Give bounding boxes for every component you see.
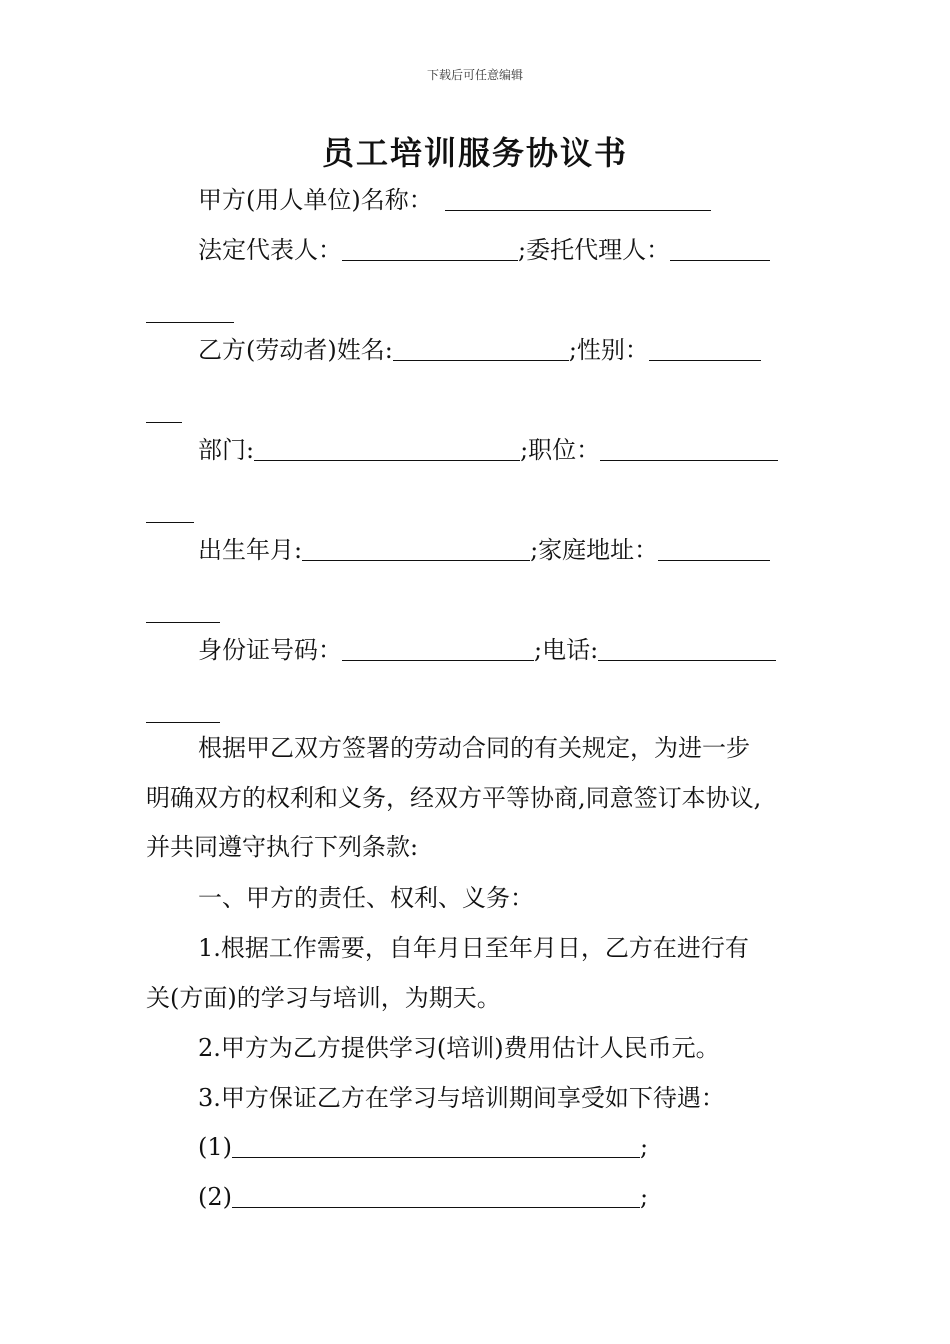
address-blank[interactable]	[658, 559, 770, 561]
intro-line-3: 并共同遵守执行下列条款:	[146, 833, 419, 861]
party-a-blank[interactable]	[445, 209, 711, 211]
gender-continuation	[146, 400, 182, 424]
document-title: 员工培训服务协议书	[321, 134, 628, 172]
department-row	[198, 438, 778, 462]
sub-item-2	[198, 1185, 648, 1209]
gender-blank-cont[interactable]	[146, 421, 182, 423]
birth-row	[198, 538, 770, 562]
item-1-line-1: 1.根据工作需要，自年月日至年月日，乙方在进行有	[198, 934, 749, 962]
legal-rep-blank[interactable]	[342, 259, 518, 261]
legal-rep-row	[198, 238, 770, 262]
party-a-label: 甲方(用人单位)名称：	[198, 186, 433, 214]
party-a-row	[198, 188, 711, 212]
intro-line-1: 根据甲乙双方签署的劳动合同的有关规定，为进一步	[198, 734, 750, 762]
sub-item-1-label: (1)	[198, 1133, 232, 1161]
birth-blank[interactable]	[302, 559, 530, 561]
party-b-blank[interactable]	[393, 359, 569, 361]
position-blank[interactable]	[600, 459, 778, 461]
address-continuation	[146, 600, 220, 624]
sub-item-1-end: ;	[640, 1133, 649, 1161]
agent-blank-cont[interactable]	[146, 321, 234, 323]
gender-label: ;性别：	[568, 336, 649, 364]
id-blank[interactable]	[342, 659, 534, 661]
address-label: ;家庭地址：	[530, 536, 659, 564]
item-1-line-2: 关(方面)的学习与培训，为期天。	[146, 984, 501, 1012]
item-2: 2.甲方为乙方提供学习(培训)费用估计人民币元。	[198, 1034, 720, 1062]
phone-blank[interactable]	[598, 659, 776, 661]
sub-item-2-blank[interactable]	[232, 1206, 640, 1208]
section-1-heading: 一、甲方的责任、权利、义务：	[198, 884, 534, 912]
phone-blank-cont[interactable]	[146, 721, 220, 723]
address-blank-cont[interactable]	[146, 621, 220, 623]
party-b-label: 乙方(劳动者)姓名:	[198, 336, 393, 364]
agent-continuation	[146, 300, 234, 324]
header-note: 下载后可任意编辑	[426, 68, 523, 82]
department-blank[interactable]	[254, 459, 520, 461]
position-blank-cont[interactable]	[146, 521, 194, 523]
party-b-row	[198, 338, 761, 362]
sub-item-2-end: ;	[640, 1183, 649, 1211]
legal-rep-label: 法定代表人：	[198, 236, 342, 264]
sub-item-1	[198, 1135, 648, 1159]
sub-item-1-blank[interactable]	[232, 1156, 640, 1158]
item-3: 3.甲方保证乙方在学习与培训期间享受如下待遇：	[198, 1084, 725, 1112]
phone-continuation	[146, 700, 220, 724]
department-label: 部门:	[198, 436, 255, 464]
phone-label: ;电话:	[534, 636, 599, 664]
birth-label: 出生年月:	[198, 536, 303, 564]
agent-label: ;委托代理人：	[518, 236, 671, 264]
position-label: ;职位：	[520, 436, 601, 464]
agent-blank[interactable]	[670, 259, 770, 261]
id-row	[198, 638, 776, 662]
intro-line-2: 明确双方的权利和义务，经双方平等协商,同意签订本协议,	[146, 784, 762, 812]
sub-item-2-label: (2)	[198, 1183, 232, 1211]
gender-blank[interactable]	[649, 359, 761, 361]
position-continuation	[146, 500, 194, 524]
id-label: 身份证号码：	[198, 636, 342, 664]
